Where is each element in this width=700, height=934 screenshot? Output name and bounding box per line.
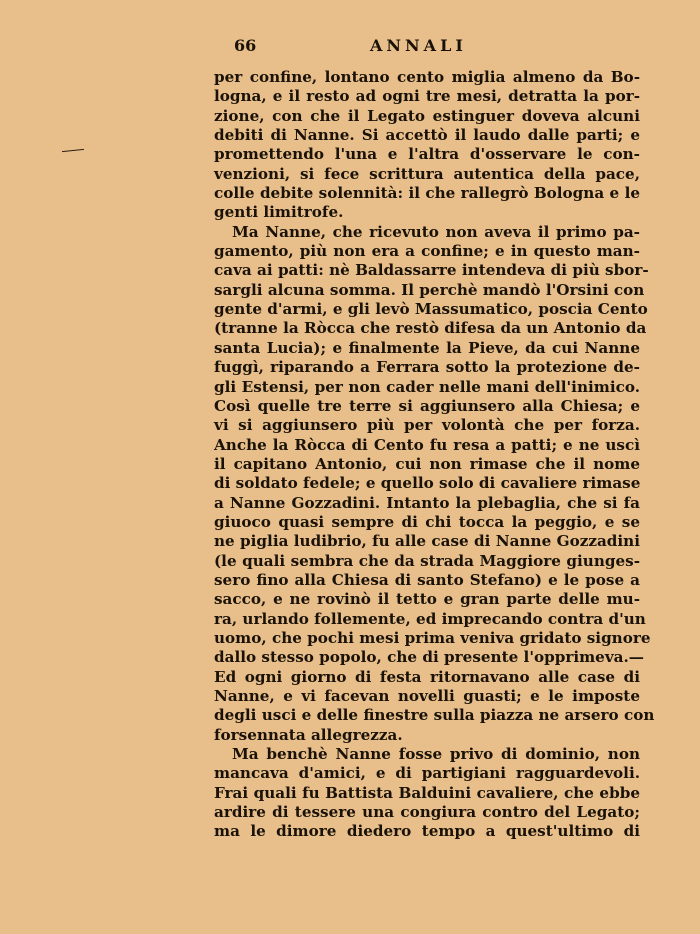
text-line: forsennata allegrezza. bbox=[214, 725, 403, 744]
text-line: sero fino alla Chiesa di santo Stefano) e le pose a bbox=[214, 570, 640, 589]
text-line: fuggì, riparando a Ferrara sotto la protezione de- bbox=[214, 358, 640, 377]
text-line: vi si aggiunsero più per volontà che per forza. bbox=[214, 416, 640, 435]
text-line: degli usci e delle finestre sulla piazza ne arsero con bbox=[214, 706, 655, 725]
text-line: di soldato fedele; e quello solo di cavaliere rimase bbox=[214, 474, 641, 493]
text-line: Nanne, e vi facevan novelli guasti; e le imposte bbox=[214, 687, 640, 705]
text-line: genti limitrofe. bbox=[214, 203, 344, 222]
text-line: logna, e il resto ad ogni tre mesi, detratta la por- bbox=[214, 87, 640, 106]
text-line: sacco, e ne rovinò il tetto e gran parte delle mu- bbox=[214, 590, 640, 609]
text-line: per confine, lontano cento miglia almeno da Bo- bbox=[214, 68, 640, 86]
page-header bbox=[0, 36, 700, 60]
text-line: debiti di Nanne. Si accettò il laudo dalle parti; e bbox=[214, 126, 640, 145]
text-line: Così quelle tre terre si aggiunsero alla Chiesa; e bbox=[214, 396, 640, 415]
text-line: zione, con che il Legato estinguer doveva alcuni bbox=[214, 106, 640, 125]
text-line: Ma benchè Nanne fosse privo di dominio, non bbox=[232, 745, 640, 764]
text-line: santa Lucia); e finalmente la Pieve, da cui Nanne bbox=[214, 338, 640, 357]
text-line: mancava d'amici, e di partigiani ragguardevoli. bbox=[214, 764, 640, 783]
text-line: cava ai patti: nè Baldassarre intendeva di più sbor- bbox=[214, 261, 649, 280]
text-line: Ed ogni giorno di festa ritornavano alle case di bbox=[214, 667, 640, 686]
text-line: gli Estensi, per non cader nelle mani dell'inimico. bbox=[214, 377, 640, 396]
text-line: promettendo l'una e l'altra d'osservare le con- bbox=[214, 145, 640, 164]
text-line: Anche la Ròcca di Cento fu resa a patti; e ne uscì bbox=[214, 435, 640, 454]
text-line: (le quali sembra che da strada Maggiore giunges- bbox=[214, 551, 640, 570]
text-line: ra, urlando follemente, ed imprecando contra d'un bbox=[214, 609, 646, 628]
text-line: (tranne la Ròcca che restò difesa da un Antonio da bbox=[214, 319, 647, 338]
text-line: venzioni, si fece scrittura autentica della pace, bbox=[214, 164, 640, 183]
text-line: ma le dimore diedero tempo a quest'ultimo di bbox=[214, 822, 640, 841]
text-line: sargli alcuna somma. Il perchè mandò l'Orsini con bbox=[214, 280, 645, 299]
running-title: ANNALI bbox=[370, 36, 467, 55]
text-line: ne piglia ludibrio, fu alle case di Nanne Gozzadini bbox=[214, 532, 640, 551]
text-line: Frai quali fu Battista Balduini cavaliere, che ebbe bbox=[214, 783, 640, 802]
text-line: Ma Nanne, che ricevuto non aveva il primo pa- bbox=[232, 222, 640, 241]
body-text bbox=[214, 68, 655, 842]
text-line: gente d'armi, e gli levò Massumatico, poscia Cento bbox=[214, 300, 648, 319]
page-number: 66 bbox=[234, 36, 257, 55]
text-line: giuoco quasi sempre di chi tocca la peggio, e se bbox=[214, 512, 640, 531]
text-line: dallo stesso popolo, che di presente l'opprimeva.— bbox=[214, 648, 644, 667]
text-line: uomo, che pochi mesi prima veniva gridato signore bbox=[214, 628, 651, 647]
text-line: il capitano Antonio, cui non rimase che il nome bbox=[214, 454, 640, 473]
text-line: gamento, più non era a confine; e in questo man- bbox=[214, 242, 640, 261]
margin-pencil-mark bbox=[62, 149, 84, 152]
text-line: colle debite solennità: il che rallegrò Bologna e le bbox=[214, 184, 640, 203]
text-line: ardire di tessere una congiura contro del Legato; bbox=[214, 803, 640, 822]
text-line: a Nanne Gozzadini. Intanto la plebaglia, che si fa bbox=[214, 493, 640, 512]
